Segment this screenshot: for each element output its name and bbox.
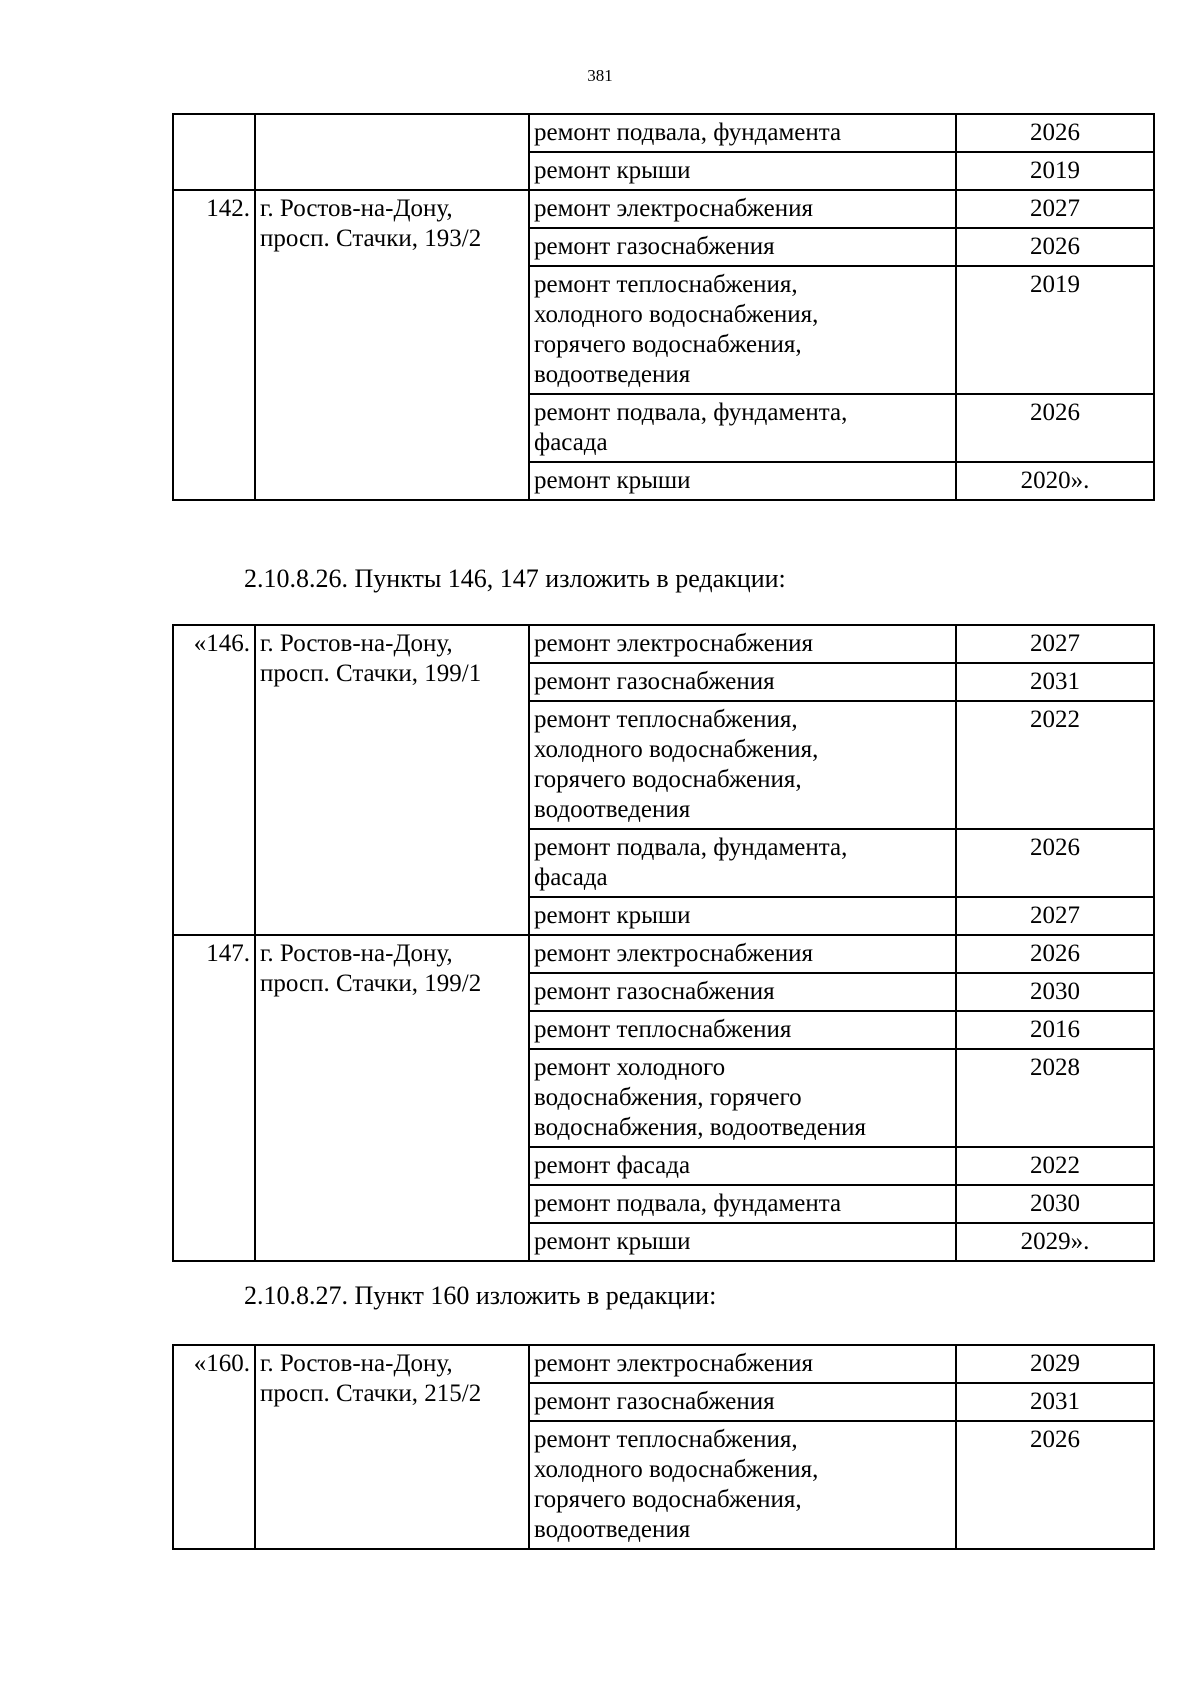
year-cell: 2026 (956, 228, 1154, 266)
item-number: «146. (173, 625, 255, 935)
address-line: просп. Стачки, 193/2 (260, 225, 482, 252)
table-row (173, 114, 1154, 152)
work-line: ремонт теплоснабжения, (534, 706, 798, 733)
work-line: холодного водоснабжения, (534, 736, 819, 763)
work-cell (529, 829, 956, 897)
item-number: «160. (173, 1345, 255, 1549)
amendment-paragraph: 2.10.8.26. Пункты 146, 147 изложить в редакции: (244, 564, 786, 593)
works-table-146-147 (172, 624, 1155, 1262)
table-row (173, 935, 1154, 973)
address-line: просп. Стачки, 199/1 (260, 660, 482, 687)
work-cell: ремонт крыши (529, 152, 956, 190)
table-row (173, 625, 1154, 663)
address-line: г. Ростов-на-Дону, (260, 630, 453, 657)
year-cell: 2016 (956, 1011, 1154, 1049)
work-line: водоснабжения, горячего (534, 1084, 802, 1111)
year-cell: 2026 (956, 394, 1154, 462)
work-line: ремонт теплоснабжения, (534, 1426, 798, 1453)
table-row (173, 190, 1154, 228)
year-cell: 2026 (956, 829, 1154, 897)
address-cell (255, 114, 529, 190)
address-cell (255, 935, 529, 1261)
works-table-160 (172, 1344, 1155, 1550)
table-row (173, 1345, 1154, 1383)
work-line: ремонт холодного (534, 1054, 726, 1081)
year-cell: 2022 (956, 701, 1154, 829)
work-cell: ремонт фасада (529, 1147, 956, 1185)
works-table-continued (172, 113, 1155, 501)
address-cell (255, 1345, 529, 1549)
work-cell: ремонт подвала, фундамента (529, 1185, 956, 1223)
address-line: просп. Стачки, 199/2 (260, 970, 482, 997)
work-cell: ремонт крыши (529, 462, 956, 500)
work-cell: ремонт крыши (529, 1223, 956, 1261)
work-line: горячего водоснабжения, (534, 1486, 802, 1513)
work-cell: ремонт электроснабжения (529, 935, 956, 973)
work-line: холодного водоснабжения, (534, 301, 819, 328)
year-cell: 2030 (956, 1185, 1154, 1223)
work-line: фасада (534, 429, 608, 456)
year-cell: 2019 (956, 152, 1154, 190)
amendment-paragraph: 2.10.8.27. Пункт 160 изложить в редакции: (244, 1281, 717, 1310)
work-cell (529, 1049, 956, 1147)
work-cell: ремонт подвала, фундамента (529, 114, 956, 152)
work-cell: ремонт электроснабжения (529, 190, 956, 228)
item-number: 147. (173, 935, 255, 1261)
year-cell: 2028 (956, 1049, 1154, 1147)
address-line: г. Ростов-на-Дону, (260, 1350, 453, 1377)
year-cell: 2031 (956, 663, 1154, 701)
work-line: горячего водоснабжения, (534, 766, 802, 793)
address-cell (255, 190, 529, 500)
work-cell: ремонт газоснабжения (529, 663, 956, 701)
work-line: водоотведения (534, 796, 691, 823)
year-cell: 2029 (956, 1345, 1154, 1383)
year-cell: 2026 (956, 935, 1154, 973)
work-cell: ремонт газоснабжения (529, 973, 956, 1011)
work-cell: ремонт газоснабжения (529, 228, 956, 266)
work-line: горячего водоснабжения, (534, 331, 802, 358)
year-cell: 2026 (956, 1421, 1154, 1549)
page-number: 381 (587, 66, 613, 85)
address-line: г. Ростов-на-Дону, (260, 195, 453, 222)
year-cell: 2030 (956, 973, 1154, 1011)
work-cell (529, 394, 956, 462)
work-line: водоотведения (534, 361, 691, 388)
work-cell: ремонт электроснабжения (529, 625, 956, 663)
item-number: 142. (173, 190, 255, 500)
address-line: г. Ростов-на-Дону, (260, 940, 453, 967)
work-cell: ремонт крыши (529, 897, 956, 935)
work-cell (529, 701, 956, 829)
work-line: водоснабжения, водоотведения (534, 1114, 866, 1141)
work-cell (529, 1421, 956, 1549)
work-line: водоотведения (534, 1516, 691, 1543)
work-cell (529, 266, 956, 394)
year-cell: 2027 (956, 897, 1154, 935)
work-cell: ремонт электроснабжения (529, 1345, 956, 1383)
work-line: ремонт подвала, фундамента, (534, 834, 848, 861)
address-cell (255, 625, 529, 935)
work-line: ремонт теплоснабжения, (534, 271, 798, 298)
year-cell: 2031 (956, 1383, 1154, 1421)
work-line: холодного водоснабжения, (534, 1456, 819, 1483)
work-cell: ремонт газоснабжения (529, 1383, 956, 1421)
work-cell: ремонт теплоснабжения (529, 1011, 956, 1049)
address-line: просп. Стачки, 215/2 (260, 1380, 482, 1407)
work-line: ремонт подвала, фундамента, (534, 399, 848, 426)
item-number-cell (173, 114, 255, 190)
year-cell: 2019 (956, 266, 1154, 394)
year-cell: 2020». (956, 462, 1154, 500)
work-line: фасада (534, 864, 608, 891)
year-cell: 2026 (956, 114, 1154, 152)
year-cell: 2022 (956, 1147, 1154, 1185)
year-cell: 2027 (956, 625, 1154, 663)
year-cell: 2029». (956, 1223, 1154, 1261)
year-cell: 2027 (956, 190, 1154, 228)
